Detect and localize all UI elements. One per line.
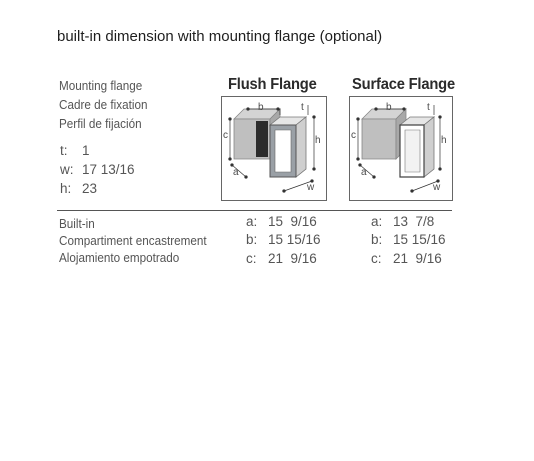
dim-w-key: w: — [60, 162, 74, 177]
dim-h-value: 23 — [82, 181, 98, 196]
surface-b-value: 15 15/16 — [393, 232, 446, 247]
section-divider — [57, 210, 452, 211]
dim-t-value: 1 — [82, 143, 90, 158]
mounting-flange-label-es: Perfil de fijación — [59, 116, 142, 131]
page-title: built-in dimension with mounting flange (optional) — [57, 28, 383, 45]
surface-letter-a: a — [361, 167, 367, 178]
surface-flange-diagram — [349, 96, 453, 201]
surface-c-value: 21 9/16 — [393, 251, 442, 266]
flush-letter-w: w — [307, 182, 315, 193]
flush-letter-h: h — [315, 135, 321, 146]
builtin-label-en: Built-in — [59, 216, 95, 231]
surface-a-value: 13 7/8 — [393, 214, 435, 229]
surface-a-key: a: — [371, 214, 383, 229]
dim-w-value: 17 13/16 — [82, 162, 135, 177]
builtin-label-fr: Compartiment encastrement — [59, 233, 207, 248]
flush-letter-c: c — [223, 130, 228, 141]
surface-c-key: c: — [371, 251, 382, 266]
surface-letter-b: b — [386, 102, 392, 113]
mounting-flange-label-fr: Cadre de fixation — [59, 97, 148, 112]
surface-flange-title: Surface Flange — [352, 76, 455, 93]
flush-flange-title: Flush Flange — [228, 76, 317, 93]
mounting-flange-label-en: Mounting flange — [59, 78, 143, 93]
surface-letter-t: t — [427, 102, 430, 113]
flush-a-value: 15 9/16 — [268, 214, 317, 229]
surface-letter-w: w — [433, 182, 441, 193]
flush-a-key: a: — [246, 214, 258, 229]
surface-letter-h: h — [441, 135, 447, 146]
flush-c-value: 21 9/16 — [268, 251, 317, 266]
dim-t-key: t: — [60, 143, 68, 158]
flush-letter-b: b — [258, 102, 264, 113]
flush-letter-a: a — [233, 167, 239, 178]
dim-h-key: h: — [60, 181, 72, 196]
builtin-label-es: Alojamiento empotrado — [59, 250, 180, 265]
flush-b-value: 15 15/16 — [268, 232, 321, 247]
flush-letter-t: t — [301, 102, 304, 113]
flush-b-key: b: — [246, 232, 258, 247]
surface-letter-c: c — [351, 130, 356, 141]
flush-c-key: c: — [246, 251, 257, 266]
flush-flange-diagram — [221, 96, 327, 201]
surface-b-key: b: — [371, 232, 383, 247]
